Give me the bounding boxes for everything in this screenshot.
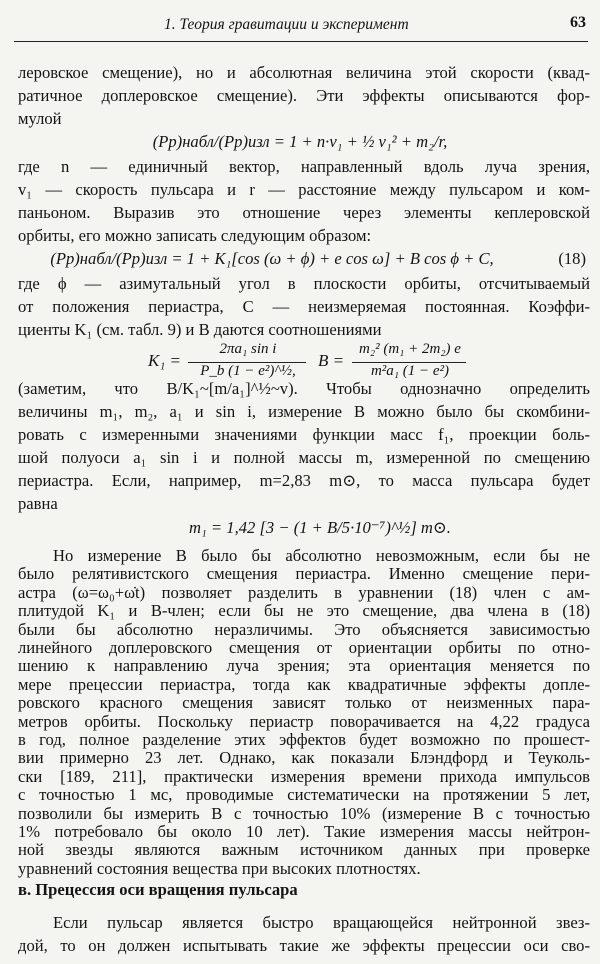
text-line: v₁ — скорость пульсара и r — расстояние между пульсаром и ком- [18,180,590,199]
text-line: было релятивистского смещения периастра. Именно смещение пери- [18,564,590,584]
text-line: мулой [18,109,62,128]
text-line: в год, полное разделение этих эффектов будет возможно по прошест- [18,730,590,749]
text-line: орбиты, его можно записать следующим образом: [18,226,372,245]
b-numerator: m₂² (m₁ + 2m₂) e [359,341,461,357]
text-line: были бы абсолютно неразличимы. Это объясняется зависимостью [18,619,590,639]
k-numerator: 2πa₁ sin i [219,341,277,357]
text-line: леровское смещение), но и абсолютная величина этой скорости (квад- [18,63,590,82]
text-line: Если пульсар является быстро вращающейся нейтронной звез- [53,913,590,932]
b-lhs: B = [318,351,345,370]
text-line: шой полуоси a₁ sin i и полной массы m, измеренной по смещению [18,448,590,467]
text-line: 1% потребовало бы около 10 лет). Такие измерения массы нейтрон- [18,822,590,841]
text-line: ски [189, 211], практически измерения времени прихода импульсов [18,766,590,786]
text-line: астра (ω=ω₀+ω̇t) позволяет разделить в уравнении (18) член с ам- [18,582,590,602]
text-line: паньоном. Выразив это отношение через элементы кеплеровской [18,203,590,222]
equation-number: (18) [558,249,586,268]
text-line: позволили бы измерить B с точностью 10% (измерение B с точностью [18,803,590,823]
text-line: равна [18,494,58,513]
text-line: Но измерение B было бы абсолютно невозможным, если бы не [53,546,590,565]
text-line: ратичное доплеровское смещение). Эти эффекты описываются фор- [18,86,590,105]
text-line: плитудой K₁ и B-член; если бы не это смещение, два члена в (18) [18,601,590,621]
text-line: вии примерно 23 лет. Однако, как показали Блэндфорд и Теуколь- [18,748,590,768]
text-line: от положения периастра, C — неизмеряемая постоянная. Коэффи- [18,297,590,316]
k-denominator: P_b (1 − e²)^½, [200,363,296,379]
page-number: 63 [570,14,586,31]
text-line: шению к направлению луча зрения; эта ориентация меняется по [18,656,590,676]
equation-ratio: (Pp)набл/(Pp)изл = 1 + n·v₁ + ½ v₁² + m₂/r, [152,132,448,151]
b-denominator: m²a₁ (1 − e²) [370,363,450,379]
equation-m1: m₁ = 1,42 [3 − (1 + B/5·10⁻⁷)^½] m⊙. [189,518,451,537]
header-rule [14,41,588,42]
text-line: циенты K₁ (см. табл. 9) и B даются соотношениями [18,320,382,339]
text-line: с точностью 1 мс, проводимые систематически на протяжении 5 лет, [18,785,590,805]
text-line: где ϕ — азимутальный угол в плоскости орбиты, отсчитываемый [18,274,590,293]
k-lhs: K₁ = [148,351,181,370]
text-line: линейного доплеровского смещения от ориентации орбиты по отно- [18,638,590,657]
text-line: ной звезды являются важным источником данных при проверке [18,840,590,860]
text-line: ровать с измеренными значениями функции масс f₁, проекции боль- [18,425,590,444]
text-line: дой, то он должен испытывать такие же эффекты прецессии оси сво- [18,936,590,955]
text-line: уравнений состояния вещества при высоких плотностях. [18,858,421,878]
text-line: ровского красного смещения зависят только от неизменных пара- [18,693,590,713]
equation-18: (Pp)набл/(Pp)изл = 1 + K₁[cos (ω + ϕ) + e cos ω] + B cos ϕ + C, [50,249,494,268]
text-line: периастра. Если, например, m=2,83 m⊙, то масса пульсара будет [18,471,590,490]
text-line: метров орбиты. Поскольку периастр поворачивается на 4,22 градуса [18,711,590,731]
text-line: где n — единичный вектор, направленный вдоль луча зрения, [18,157,590,176]
text-line: (заметим, что B/K₁~[m/a₁]^½~v). Чтобы однозначно определить [18,379,590,398]
section-heading: в. Прецессия оси вращения пульсара [18,880,298,899]
text-line: величины m₁, m₂, a₁ и sin i, измерение B можно было бы скомбини- [18,402,590,421]
running-header-title: 1. Теория гравитации и эксперимент [164,16,409,33]
text-line: мере прецессии периастра, тогда как квадратичные эффекты допле- [18,674,590,694]
